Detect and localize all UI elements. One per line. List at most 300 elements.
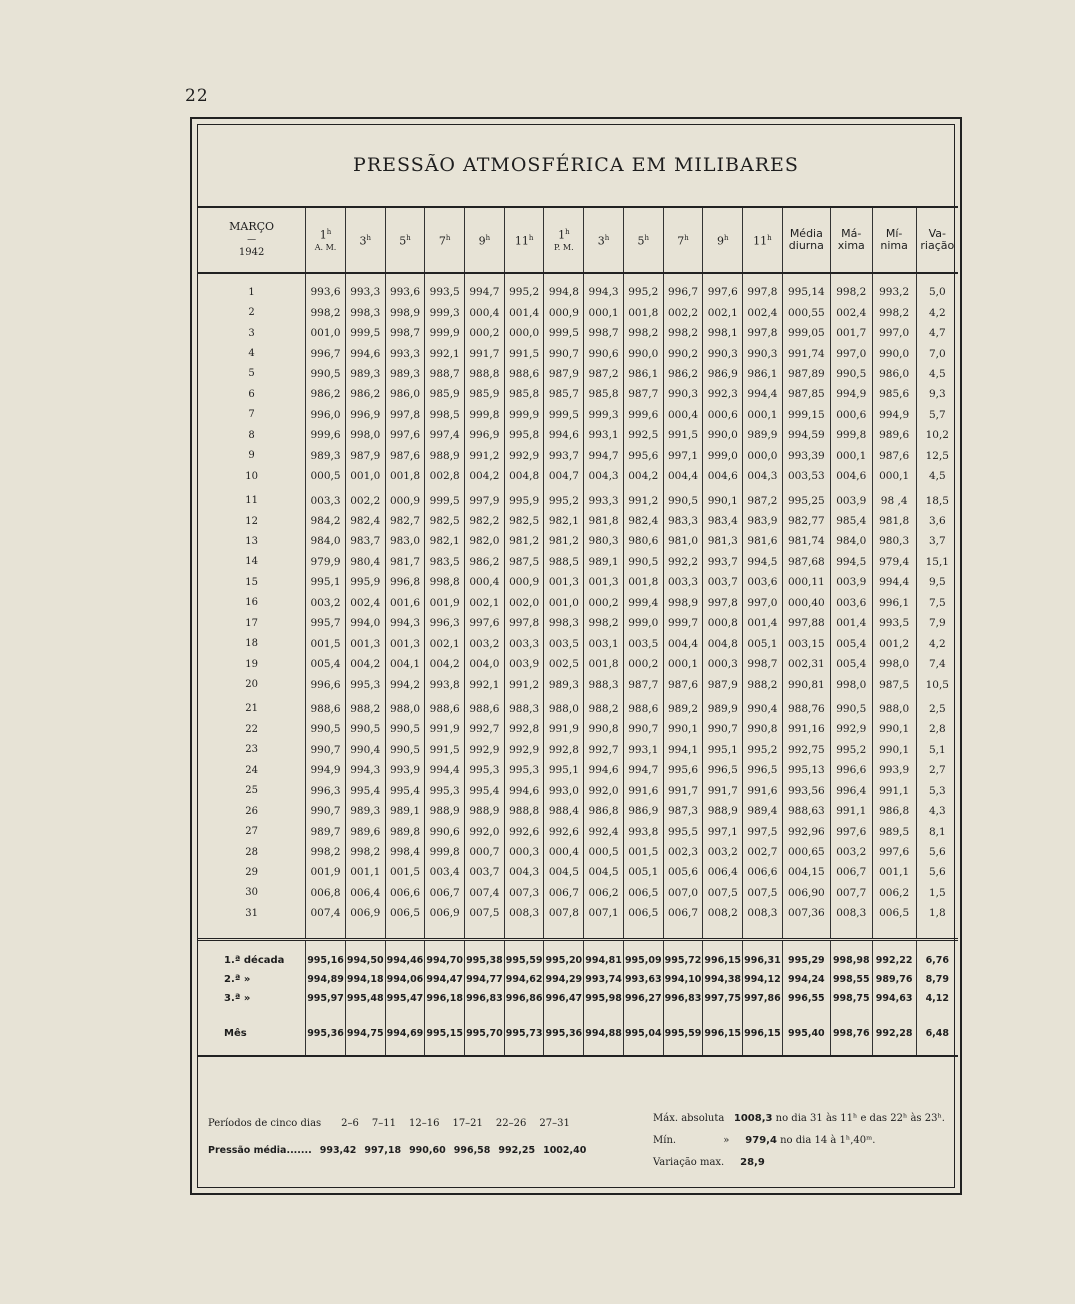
header-row — [198, 207, 958, 273]
value-cell: 995,25 — [782, 486, 830, 510]
value-cell: 006,6 — [385, 883, 425, 903]
value-cell: 003,5 — [544, 633, 584, 653]
value-cell: 989,4 — [743, 801, 783, 821]
value-cell: 999,9 — [425, 323, 465, 343]
minima-header — [872, 207, 916, 273]
value-cell: 987,2 — [584, 364, 624, 384]
hour-header-7: 1$^h$ P. M. — [544, 207, 584, 273]
summary-value: 993,74 — [584, 970, 624, 989]
value-cell: 004,3 — [584, 466, 624, 486]
pressure-line — [208, 1145, 602, 1156]
value-cell: 980,3 — [584, 531, 624, 551]
value-cell: 997,4 — [425, 425, 465, 445]
value-cell: 999,5 — [425, 486, 465, 510]
summary-row — [198, 939, 958, 970]
summary-value: 994,18 — [345, 970, 385, 989]
value-cell: 986,2 — [345, 384, 385, 404]
value-cell: 998,7 — [385, 323, 425, 343]
value-cell: 007,4 — [465, 883, 505, 903]
max-abs-value: 1008,3 — [733, 1113, 773, 1124]
value-cell: 987,6 — [663, 674, 703, 694]
value-cell: 003,53 — [782, 466, 830, 486]
value-cell: 993,1 — [623, 740, 663, 760]
value-cell: 994,6 — [345, 343, 385, 363]
hour-value: 11 — [753, 234, 768, 248]
day-cell: 24 — [245, 764, 258, 776]
value-cell: 998,2 — [345, 842, 385, 862]
day-cell: 30 — [245, 887, 258, 899]
value-cell: 997,8 — [504, 613, 544, 633]
value-cell: 004,8 — [504, 466, 544, 486]
value-cell: 992,9 — [504, 740, 544, 760]
table-row — [198, 633, 958, 653]
hour-value: 3 — [597, 234, 605, 248]
value-cell: 992,6 — [504, 821, 544, 841]
value-cell: 990,5 — [623, 552, 663, 572]
value-cell: 988,8 — [504, 801, 544, 821]
min-value: 979,4 — [745, 1135, 777, 1146]
day-cell: 20 — [245, 679, 258, 691]
value-cell: 98 ,4 — [872, 486, 916, 510]
hour-header-12: 11$^h$ — [743, 207, 783, 273]
table-row — [198, 323, 958, 343]
value-cell: 001,3 — [345, 633, 385, 653]
summary-value: 994,10 — [663, 970, 703, 989]
table-row — [198, 511, 958, 531]
value-cell: 001,0 — [345, 466, 385, 486]
summary-value: 6,76 — [916, 939, 958, 970]
value-cell: 990,5 — [830, 695, 872, 719]
summary-value: 996,83 — [663, 989, 703, 1008]
table-row — [198, 821, 958, 841]
value-cell: 007,7 — [830, 883, 872, 903]
value-cell: 994,3 — [345, 760, 385, 780]
summary-value: 996,55 — [782, 989, 830, 1008]
value-cell: 000,0 — [504, 323, 544, 343]
value-cell: 995,6 — [663, 760, 703, 780]
table-row — [198, 593, 958, 613]
value-cell: 998,8 — [425, 572, 465, 592]
value-cell: 990,7 — [306, 801, 346, 821]
value-cell: 000,5 — [306, 466, 346, 486]
value-cell: 001,3 — [385, 633, 425, 653]
value-cell: 980,6 — [623, 531, 663, 551]
value-cell: 996,4 — [830, 781, 872, 801]
hour-value: 9 — [478, 234, 486, 248]
value-cell: 998,5 — [425, 405, 465, 425]
hour-value: 11 — [514, 234, 529, 248]
value-cell: 993,7 — [703, 552, 743, 572]
value-cell: 995,7 — [306, 613, 346, 633]
summary-value: 995,15 — [425, 1008, 465, 1056]
max-abs-line — [653, 1108, 945, 1130]
value-cell: 997,0 — [872, 323, 916, 343]
value-cell: 991,2 — [504, 674, 544, 694]
value-cell: 994,5 — [830, 552, 872, 572]
value-cell: 003,9 — [830, 486, 872, 510]
hour-header-1: 1$^h$ A. M. — [306, 207, 346, 273]
value-cell: 989,8 — [385, 821, 425, 841]
value-cell: 998,0 — [345, 425, 385, 445]
value-cell: 000,40 — [782, 593, 830, 613]
value-cell: 986,2 — [465, 552, 505, 572]
hour-period: A. M. — [314, 242, 337, 252]
value-cell: 006,5 — [623, 903, 663, 923]
summary-value: 995,59 — [504, 939, 544, 970]
value-cell: 004,3 — [504, 862, 544, 882]
value-cell: 993,9 — [385, 760, 425, 780]
value-cell: 000,1 — [584, 302, 624, 322]
value-cell: 002,5 — [544, 654, 584, 674]
summary-label: Mês — [198, 1008, 306, 1056]
value-cell: 996,3 — [306, 781, 346, 801]
value-cell: 992,7 — [584, 740, 624, 760]
value-cell: 992,8 — [504, 719, 544, 739]
value-cell: 991,6 — [743, 781, 783, 801]
variacao-header-line1: Va- — [928, 227, 946, 240]
value-cell: 4,3 — [916, 801, 958, 821]
value-cell: 004,5 — [544, 862, 584, 882]
value-cell: 987,5 — [504, 552, 544, 572]
summary-value: 994,06 — [385, 970, 425, 989]
value-cell: 995,5 — [663, 821, 703, 841]
min-text: no dia 14 à 1ʰ,40ᵐ. — [780, 1135, 876, 1146]
day-cell: 31 — [245, 907, 258, 919]
value-cell: 004,3 — [743, 466, 783, 486]
value-cell: 983,0 — [385, 531, 425, 551]
value-cell: 982,5 — [504, 511, 544, 531]
day-cell: 11 — [245, 495, 258, 507]
value-cell: 993,6 — [385, 282, 425, 302]
page-number: 22 — [185, 86, 209, 106]
value-cell: 007,36 — [782, 903, 830, 923]
value-cell: 990,0 — [623, 343, 663, 363]
table-row — [198, 364, 958, 384]
value-cell: 001,8 — [385, 466, 425, 486]
value-cell: 008,3 — [743, 903, 783, 923]
summary-value: 995,36 — [306, 1008, 346, 1056]
value-cell: 998,2 — [830, 282, 872, 302]
value-cell: 8,1 — [916, 821, 958, 841]
summary-value: 994,50 — [345, 939, 385, 970]
value-cell: 988,4 — [544, 801, 584, 821]
value-cell: 982,0 — [465, 531, 505, 551]
table-row — [198, 719, 958, 739]
value-cell: 989,6 — [345, 821, 385, 841]
summary-value: 994,24 — [782, 970, 830, 989]
value-cell: 998,0 — [872, 654, 916, 674]
value-cell: 989,3 — [306, 446, 346, 466]
period-item: 17–21 — [452, 1118, 483, 1129]
value-cell: 998,2 — [584, 613, 624, 633]
value-cell: 004,15 — [782, 862, 830, 882]
day-cell: 28 — [245, 846, 258, 858]
variacao-header — [916, 207, 958, 273]
value-cell: 983,9 — [743, 511, 783, 531]
section-end-row — [198, 924, 958, 940]
value-cell: 4,5 — [916, 466, 958, 486]
summary-value: 4,12 — [916, 989, 958, 1008]
day-cell: 12 — [245, 515, 258, 527]
table-row — [198, 781, 958, 801]
value-cell: 994,3 — [385, 613, 425, 633]
value-cell: 001,0 — [306, 323, 346, 343]
table-frame — [190, 117, 962, 1195]
periods-line — [208, 1118, 596, 1129]
value-cell: 996,9 — [465, 425, 505, 445]
value-cell: 990,1 — [872, 740, 916, 760]
value-cell: 988,6 — [306, 695, 346, 719]
pressure-item: 996,58 — [453, 1145, 491, 1156]
value-cell: 986,0 — [385, 384, 425, 404]
value-cell: 003,2 — [703, 842, 743, 862]
value-cell: 003,15 — [782, 633, 830, 653]
value-cell: 986,1 — [623, 364, 663, 384]
value-cell: 006,7 — [544, 883, 584, 903]
value-cell: 985,9 — [425, 384, 465, 404]
value-cell: 997,1 — [663, 446, 703, 466]
value-cell: 990,7 — [703, 719, 743, 739]
value-cell: 991,2 — [465, 446, 505, 466]
value-cell: 001,0 — [544, 593, 584, 613]
value-cell: 979,9 — [306, 552, 346, 572]
value-cell: 008,2 — [703, 903, 743, 923]
pressure-item: 997,18 — [364, 1145, 402, 1156]
value-cell: 004,2 — [465, 466, 505, 486]
table-row — [198, 903, 958, 923]
value-cell: 991,9 — [544, 719, 584, 739]
value-cell: 989,3 — [385, 364, 425, 384]
hour-header-10: 7$^h$ — [663, 207, 703, 273]
value-cell: 995,2 — [743, 740, 783, 760]
value-cell: 006,90 — [782, 883, 830, 903]
value-cell: 992,96 — [782, 821, 830, 841]
value-cell: 991,16 — [782, 719, 830, 739]
summary-value: 994,88 — [584, 1008, 624, 1056]
value-cell: 992,8 — [544, 740, 584, 760]
hour-header-3: 5$^h$ — [385, 207, 425, 273]
value-cell: 5,6 — [916, 862, 958, 882]
value-cell: 981,2 — [544, 531, 584, 551]
value-cell: 000,7 — [465, 842, 505, 862]
value-cell: 992,6 — [544, 821, 584, 841]
value-cell: 989,1 — [584, 552, 624, 572]
value-cell: 987,9 — [544, 364, 584, 384]
value-cell: 992,75 — [782, 740, 830, 760]
value-cell: 990,5 — [385, 740, 425, 760]
value-cell: 987,6 — [872, 446, 916, 466]
value-cell: 001,1 — [345, 862, 385, 882]
minima-header-line2: nima — [880, 239, 908, 252]
value-cell: 998,3 — [544, 613, 584, 633]
summary-row — [198, 1008, 958, 1056]
value-cell: 998,0 — [830, 674, 872, 694]
value-cell: 006,9 — [345, 903, 385, 923]
value-cell: 984,0 — [830, 531, 872, 551]
day-cell: 26 — [245, 805, 258, 817]
day-cell: 9 — [248, 450, 255, 462]
summary-value: 996,15 — [703, 939, 743, 970]
summary-value: 994,47 — [425, 970, 465, 989]
value-cell: 001,5 — [623, 842, 663, 862]
value-cell: 986,0 — [872, 364, 916, 384]
day-cell: 19 — [245, 658, 258, 670]
value-cell: 994,5 — [743, 552, 783, 572]
value-cell: 992,0 — [465, 821, 505, 841]
extremes-block — [653, 1108, 945, 1174]
value-cell: 988,9 — [465, 801, 505, 821]
value-cell: 003,6 — [830, 593, 872, 613]
value-cell: 003,7 — [465, 862, 505, 882]
value-cell: 006,5 — [385, 903, 425, 923]
summary-value: 989,76 — [872, 970, 916, 989]
summary-value: 6,48 — [916, 1008, 958, 1056]
value-cell: 000,3 — [703, 654, 743, 674]
period-item: 7–11 — [371, 1118, 396, 1129]
value-cell: 999,7 — [663, 613, 703, 633]
summary-value: 996,86 — [504, 989, 544, 1008]
summary-value: 998,75 — [830, 989, 872, 1008]
value-cell: 984,0 — [306, 531, 346, 551]
summary-value: 994,69 — [385, 1008, 425, 1056]
value-cell: 982,2 — [465, 511, 505, 531]
value-cell: 004,1 — [385, 654, 425, 674]
value-cell: 996,8 — [385, 572, 425, 592]
value-cell: 998,9 — [663, 593, 703, 613]
value-cell: 999,8 — [425, 842, 465, 862]
value-cell: 005,4 — [830, 633, 872, 653]
value-cell: 994,9 — [872, 405, 916, 425]
value-cell: 995,2 — [544, 486, 584, 510]
period-item: 2–6 — [341, 1118, 359, 1129]
value-cell: 004,6 — [830, 466, 872, 486]
value-cell: 985,9 — [465, 384, 505, 404]
summary-value: 995,97 — [306, 989, 346, 1008]
value-cell: 993,2 — [872, 282, 916, 302]
value-cell: 003,2 — [830, 842, 872, 862]
value-cell: 998,7 — [743, 654, 783, 674]
value-cell: 987,7 — [623, 384, 663, 404]
summary-value: 993,63 — [623, 970, 663, 989]
value-cell: 996,3 — [425, 613, 465, 633]
value-cell: 987,68 — [782, 552, 830, 572]
value-cell: 982,77 — [782, 511, 830, 531]
value-cell: 991,7 — [465, 343, 505, 363]
value-cell: 983,4 — [703, 511, 743, 531]
value-cell: 988,9 — [703, 801, 743, 821]
value-cell: 999,8 — [830, 425, 872, 445]
value-cell: 993,8 — [425, 674, 465, 694]
value-cell: 000,8 — [703, 613, 743, 633]
value-cell: 004,6 — [703, 466, 743, 486]
value-cell: 999,05 — [782, 323, 830, 343]
value-cell: 998,3 — [345, 302, 385, 322]
value-cell: 988,63 — [782, 801, 830, 821]
value-cell: 4,2 — [916, 633, 958, 653]
value-cell: 003,2 — [465, 633, 505, 653]
hour-value: 5 — [637, 234, 645, 248]
value-cell: 987,9 — [703, 674, 743, 694]
value-cell: 006,8 — [306, 883, 346, 903]
value-cell: 982,7 — [385, 511, 425, 531]
value-cell: 006,7 — [830, 862, 872, 882]
value-cell: 995,4 — [465, 781, 505, 801]
value-cell: 990,6 — [584, 343, 624, 363]
day-cell: 8 — [248, 429, 255, 441]
value-cell: 997,0 — [830, 343, 872, 363]
value-cell: 999,0 — [623, 613, 663, 633]
value-cell: 997,1 — [703, 821, 743, 841]
value-cell: 988,0 — [544, 695, 584, 719]
value-cell: 003,9 — [504, 654, 544, 674]
value-cell: 982,4 — [345, 511, 385, 531]
table-row — [198, 302, 958, 322]
table-row — [198, 531, 958, 551]
summary-value: 995,73 — [504, 1008, 544, 1056]
value-cell: 994,8 — [544, 282, 584, 302]
value-cell: 986,8 — [872, 801, 916, 821]
value-cell: 004,2 — [425, 654, 465, 674]
value-cell: 991,5 — [504, 343, 544, 363]
value-cell: 994,6 — [544, 425, 584, 445]
value-cell: 996,6 — [830, 760, 872, 780]
hour-value: 1 — [319, 228, 327, 242]
value-cell: 986,1 — [743, 364, 783, 384]
summary-value: 995,59 — [663, 1008, 703, 1056]
table-row — [198, 654, 958, 674]
summary-value: 995,98 — [584, 989, 624, 1008]
value-cell: 992,9 — [830, 719, 872, 739]
value-cell: 995,4 — [385, 781, 425, 801]
var-label: Variação max. — [653, 1157, 725, 1168]
summary-value: 994,62 — [504, 970, 544, 989]
value-cell: 991,74 — [782, 343, 830, 363]
value-cell: 004,8 — [703, 633, 743, 653]
value-cell: 001,8 — [623, 572, 663, 592]
value-cell: 7,9 — [916, 613, 958, 633]
value-cell: 001,5 — [385, 862, 425, 882]
table-row — [198, 760, 958, 780]
value-cell: 990,5 — [830, 364, 872, 384]
value-cell: 000,1 — [872, 466, 916, 486]
month-header: MARÇO — 1942 — [198, 207, 306, 273]
value-cell: 988,9 — [425, 801, 465, 821]
value-cell: 002,4 — [743, 302, 783, 322]
value-cell: 001,4 — [504, 302, 544, 322]
value-cell: 006,2 — [872, 883, 916, 903]
value-cell: 994,9 — [306, 760, 346, 780]
value-cell: 001,4 — [743, 613, 783, 633]
table-row — [198, 862, 958, 882]
value-cell: 989,3 — [345, 364, 385, 384]
value-cell: 993,5 — [872, 613, 916, 633]
table-row — [198, 674, 958, 694]
summary-value: 996,18 — [425, 989, 465, 1008]
value-cell: 993,3 — [385, 343, 425, 363]
summary-value: 995,47 — [385, 989, 425, 1008]
value-cell: 999,3 — [584, 405, 624, 425]
max-abs-text: no dia 31 às 11ʰ e das 22ʰ às 23ʰ. — [775, 1113, 945, 1124]
value-cell: 996,7 — [306, 343, 346, 363]
value-cell: 990,1 — [703, 486, 743, 510]
value-cell: 000,65 — [782, 842, 830, 862]
value-cell: 997,6 — [385, 425, 425, 445]
value-cell: 000,11 — [782, 572, 830, 592]
summary-value: 992,22 — [872, 939, 916, 970]
value-cell: 990,3 — [663, 384, 703, 404]
day-cell: 18 — [245, 638, 258, 650]
summary-value: 994,81 — [584, 939, 624, 970]
